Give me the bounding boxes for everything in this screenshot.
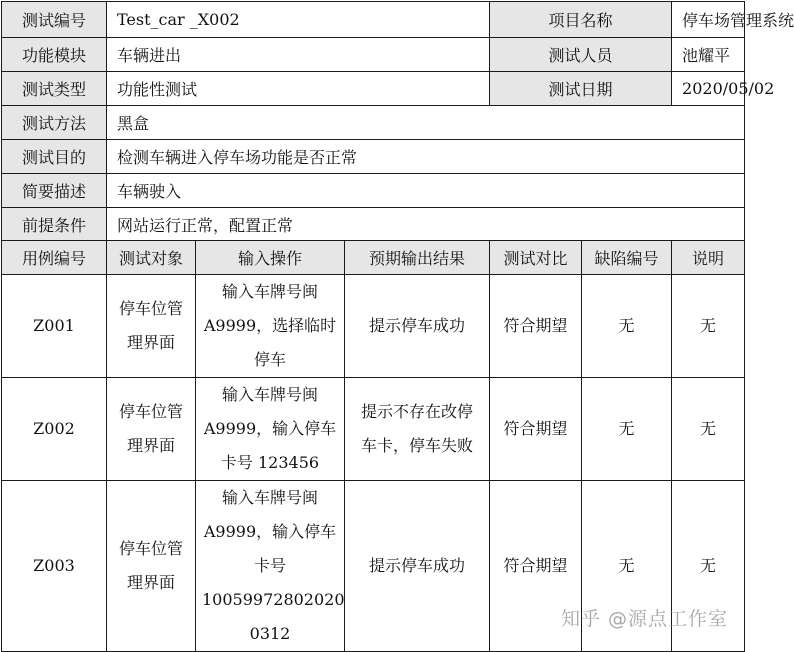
column-header-note: 说明 xyxy=(672,241,745,275)
test-case-table xyxy=(1,1,794,652)
case-object: 停车位管 理界面 xyxy=(107,481,196,652)
info-row xyxy=(2,106,745,140)
case-compare: 符合期望 xyxy=(490,481,582,652)
field-label-purpose: 测试目的 xyxy=(2,140,107,174)
field-value-tester: 池耀平 xyxy=(672,38,745,72)
case-object: 停车位管 理界面 xyxy=(107,378,196,481)
case-compare: 符合期望 xyxy=(490,378,582,481)
field-label-module: 功能模块 xyxy=(2,38,107,72)
field-value-test-date: 2020/05/02 xyxy=(672,72,745,106)
field-value-precondition: 网站运行正常，配置正常 xyxy=(107,208,745,241)
column-header-defect: 缺陷编号 xyxy=(582,241,672,275)
column-header-input: 输入操作 xyxy=(196,241,345,275)
column-header-case-id: 用例编号 xyxy=(2,241,107,275)
meta-row xyxy=(2,38,745,72)
info-row xyxy=(2,174,745,208)
case-note: 无 xyxy=(672,378,745,481)
field-value-test-type: 功能性测试 xyxy=(107,72,490,106)
case-id: Z002 xyxy=(2,378,107,481)
column-header-row xyxy=(2,241,745,275)
case-object: 停车位管 理界面 xyxy=(107,275,196,378)
field-value-description: 车辆驶入 xyxy=(107,174,745,208)
info-row xyxy=(2,208,745,241)
case-defect: 无 xyxy=(582,378,672,481)
case-expected: 提示停车成功 xyxy=(345,481,490,652)
case-input: 输入车牌号闽 A9999，输入停车 卡号 123456 xyxy=(196,378,345,481)
field-value-module: 车辆进出 xyxy=(107,38,490,72)
case-id: Z003 xyxy=(2,481,107,652)
table-row xyxy=(2,275,745,378)
case-input: 输入车牌号闽 A9999，选择临时 停车 xyxy=(196,275,345,378)
meta-row xyxy=(2,2,745,38)
field-value-test-id: Test_car _X002 xyxy=(107,2,490,38)
column-header-object: 测试对象 xyxy=(107,241,196,275)
field-value-purpose: 检测车辆进入停车场功能是否正常 xyxy=(107,140,745,174)
case-defect: 无 xyxy=(582,481,672,652)
case-expected: 提示不存在改停 车卡，停车失败 xyxy=(345,378,490,481)
field-label-test-date: 测试日期 xyxy=(490,72,672,106)
table-row xyxy=(2,378,745,481)
field-value-project-name: 停车场管理系统 xyxy=(672,2,745,38)
case-expected: 提示停车成功 xyxy=(345,275,490,378)
field-label-test-type: 测试类型 xyxy=(2,72,107,106)
field-label-tester: 测试人员 xyxy=(490,38,672,72)
watermark: 知乎 @源点工作室 xyxy=(560,608,728,630)
case-defect: 无 xyxy=(582,275,672,378)
case-note: 无 xyxy=(672,481,745,652)
column-header-expected: 预期输出结果 xyxy=(345,241,490,275)
field-label-description: 简要描述 xyxy=(2,174,107,208)
field-label-project-name: 项目名称 xyxy=(490,2,672,38)
field-value-method: 黑盒 xyxy=(107,106,745,140)
case-input: 输入车牌号闽 A9999，输入停车 卡号 10059972802020 0312 xyxy=(196,481,345,652)
case-note: 无 xyxy=(672,275,745,378)
column-header-compare: 测试对比 xyxy=(490,241,582,275)
field-label-test-id: 测试编号 xyxy=(2,2,107,38)
case-id: Z001 xyxy=(2,275,107,378)
meta-row xyxy=(2,72,745,106)
case-compare: 符合期望 xyxy=(490,275,582,378)
info-row xyxy=(2,140,745,174)
field-label-precondition: 前提条件 xyxy=(2,208,107,241)
field-label-method: 测试方法 xyxy=(2,106,107,140)
